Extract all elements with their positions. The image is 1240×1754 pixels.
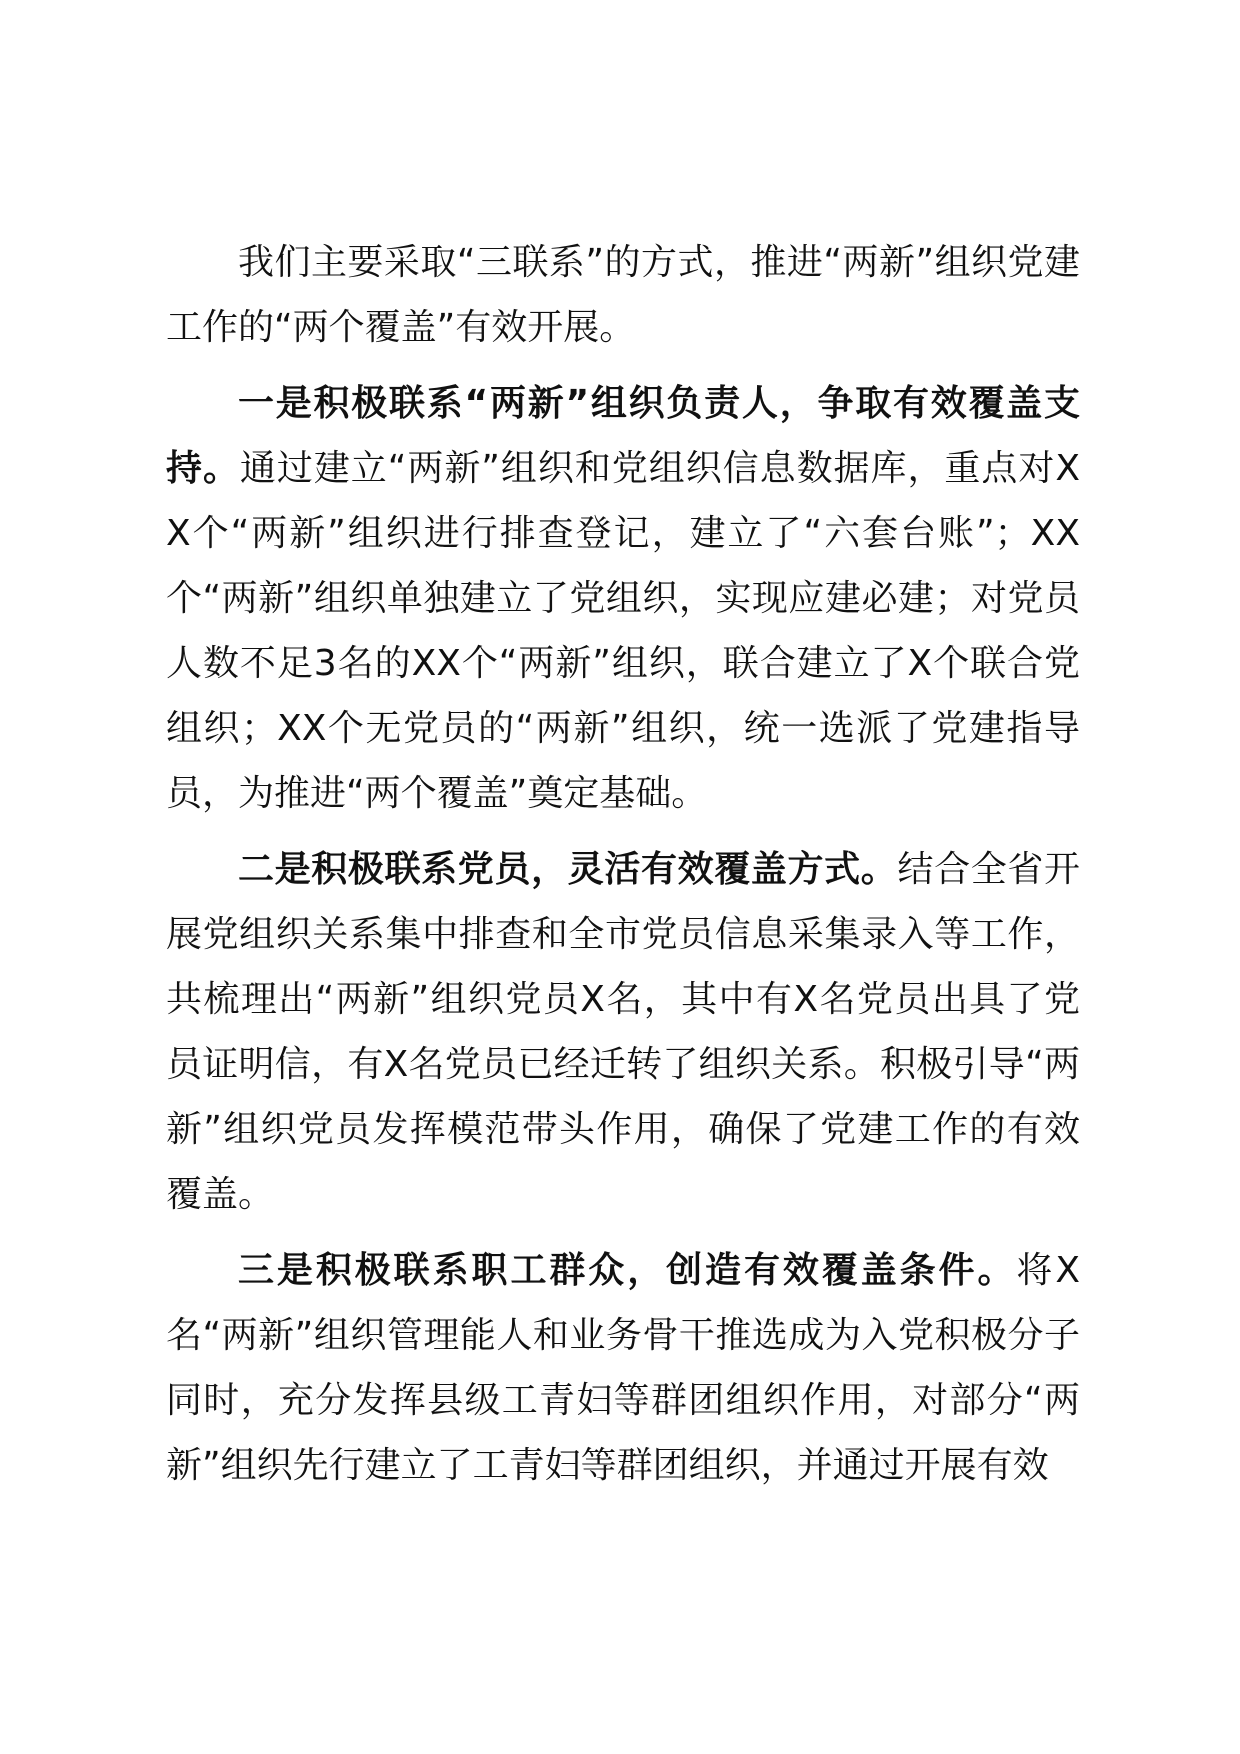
- document-body: [166, 230, 1080, 1509]
- paragraph-text: 我们主要采取“三联系”的方式，推进“两新”组织党建工作的“两个覆盖”有效开展。: [166, 242, 1080, 348]
- paragraph-intro: [166, 230, 1080, 360]
- paragraph-text: 通过建立“两新”组织和党组织信息数据库，重点对XX个“两新”组织进行排查登记，建立了“六套台账”；XX个“两新”组织单独建立了党组织，实现应建必建；对党员人数不足3名的XX个“两新”组织，联合建立了X个联合党组织；XX个无党员的“两新”组织，统一选派了党建指导员，为推进“两个覆盖”奠定基础。: [166, 448, 1080, 814]
- paragraph-lead: 一是积极联系“两新”组织负责人，争取有效覆盖支持。: [166, 383, 1080, 489]
- paragraph-text: 结合全省开展党组织关系集中排查和全市党员信息采集录入等工作，共梳理出“两新”组织党员X名，其中有X名党员出具了党员证明信，有X名党员已经迁转了组织关系。积极引导“两新”组织党员发挥模范带头作用，确保了党建工作的有效覆盖。: [166, 849, 1080, 1215]
- paragraph-text: 将X名“两新”组织管理能人和业务骨干推选成为入党积极分子同时，充分发挥县级工青妇等群团组织作用，对部分“两新”组织先行建立了工青妇等群团组织，并通过开展有效: [166, 1250, 1080, 1486]
- paragraph-point-two: [166, 837, 1080, 1227]
- paragraph-lead: 三是积极联系职工群众，创造有效覆盖条件。: [238, 1250, 1017, 1291]
- paragraph-point-three: [166, 1238, 1080, 1498]
- paragraph-point-one: [166, 371, 1080, 826]
- paragraph-lead: 二是积极联系党员，灵活有效覆盖方式。: [238, 849, 898, 890]
